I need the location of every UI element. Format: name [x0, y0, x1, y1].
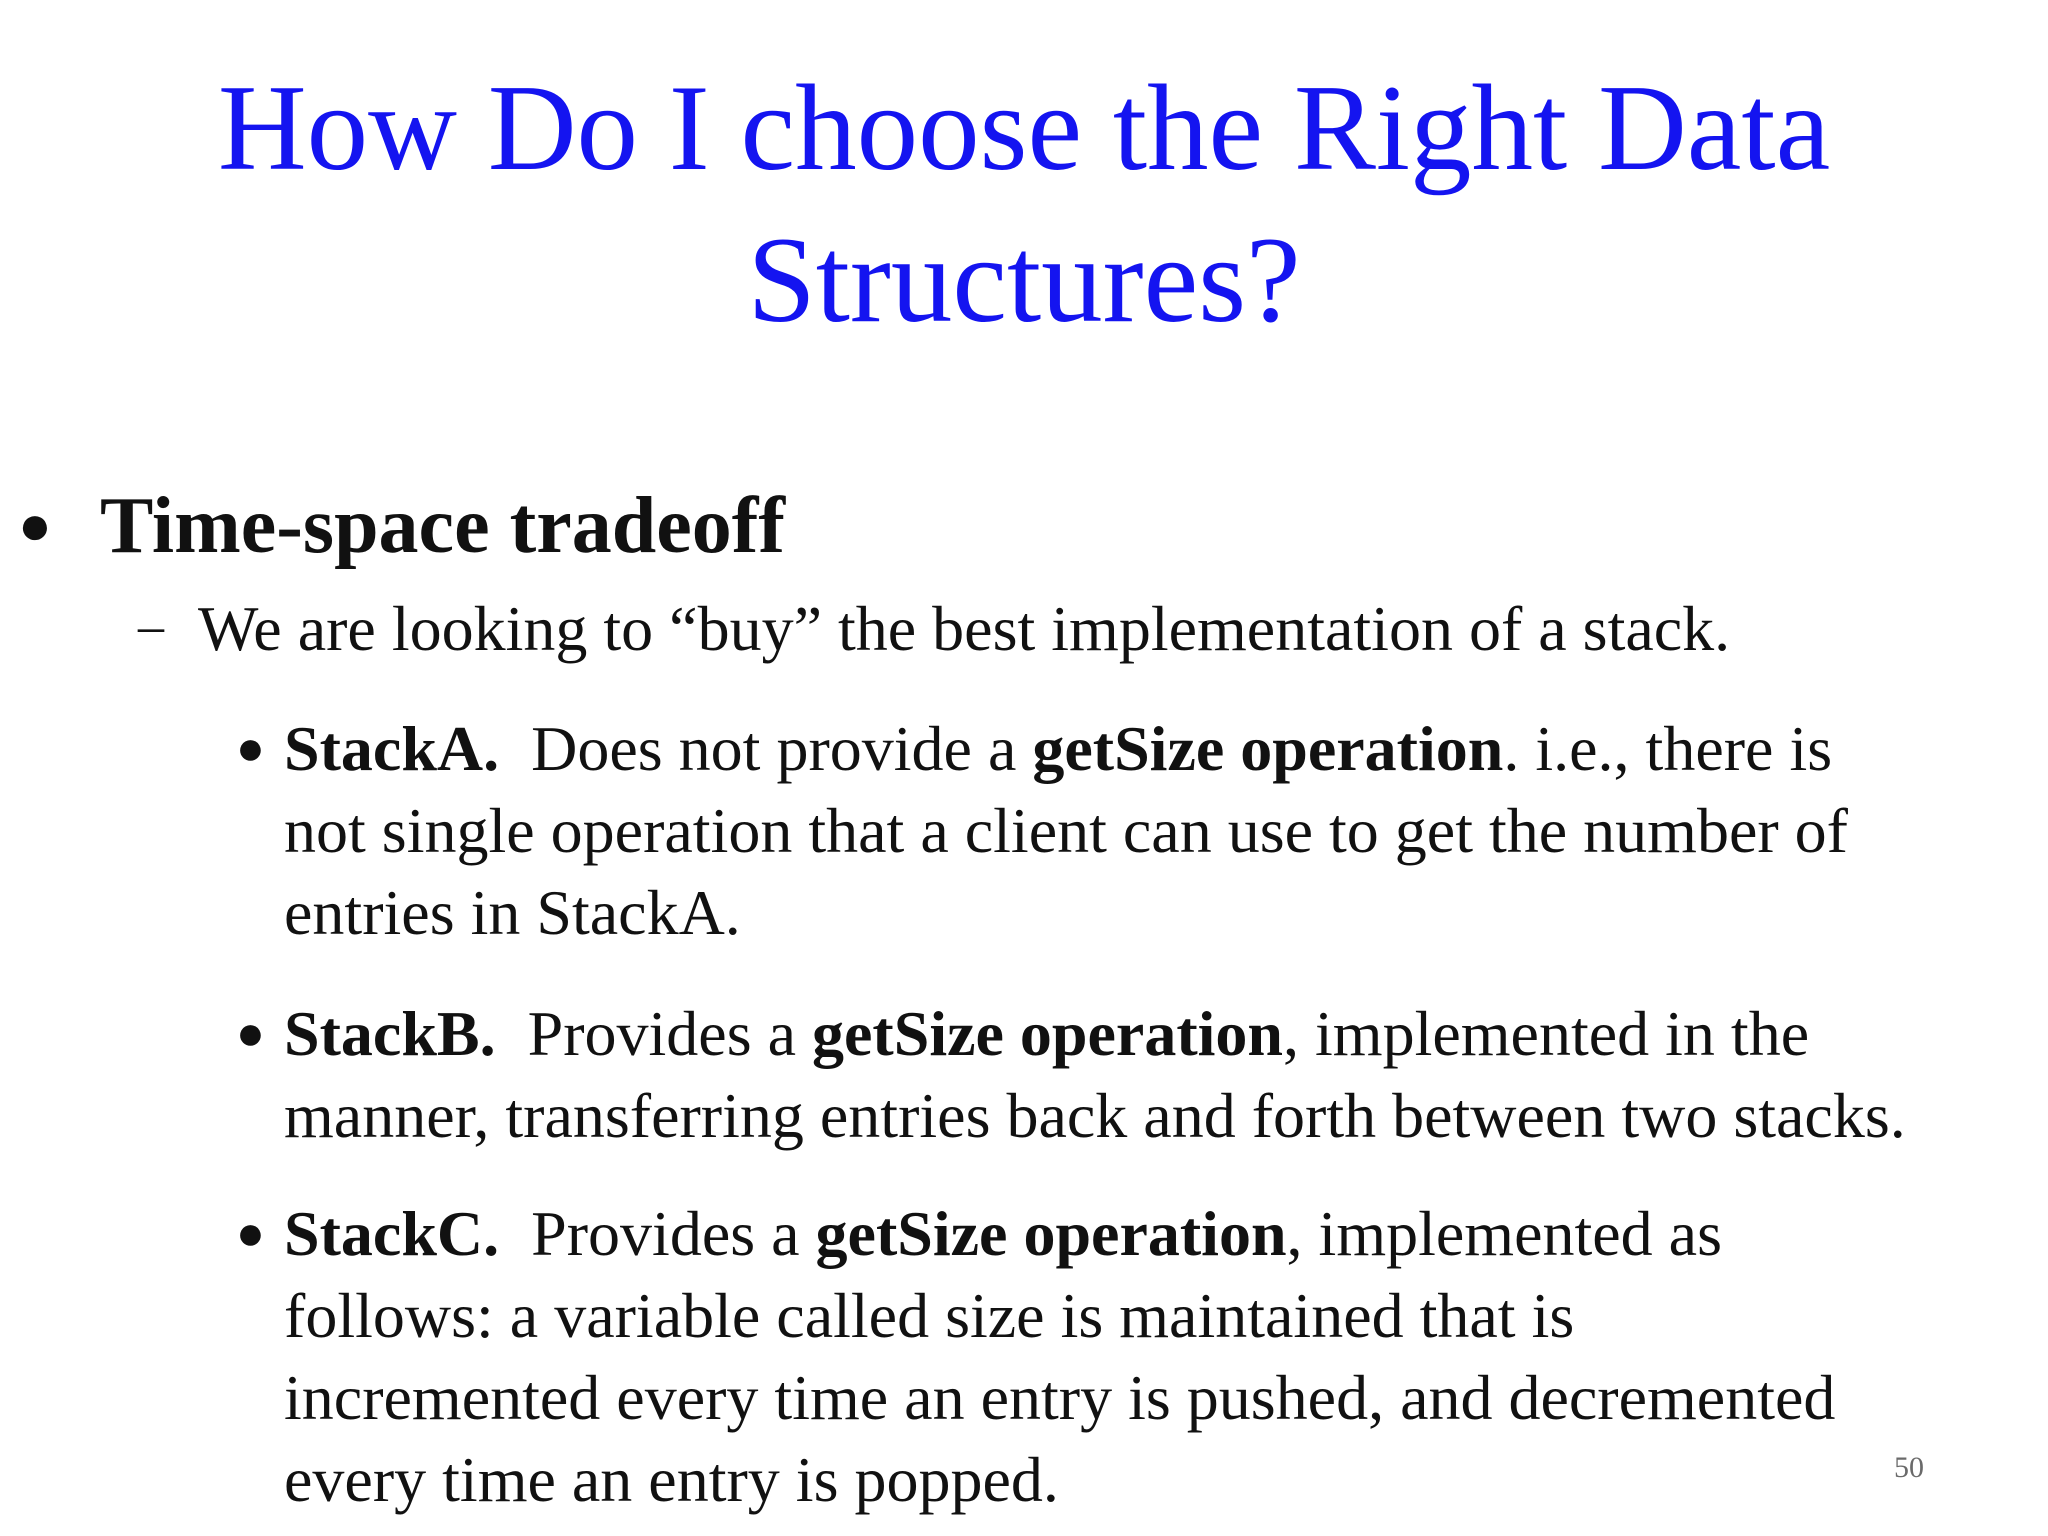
title-line-1: How Do I choose the Right Data	[217, 59, 1831, 196]
stack-c-line-3: incremented every time an entry is pushed, and decremented	[284, 1362, 1836, 1433]
sub-bullet-text: We are looking to “buy” the best implementation of a stack.	[198, 593, 1731, 664]
slide-title	[0, 52, 2048, 356]
bullet-dot-icon: ●	[236, 722, 265, 775]
stack-c-line-1-post: , implemented as	[1286, 1198, 1722, 1269]
stack-a-line-1-post: . i.e., there is	[1503, 713, 1833, 784]
stack-b-line-1-pre: Provides a	[527, 998, 812, 1069]
page-number: 50	[1894, 1451, 1924, 1484]
stack-b-line-1	[284, 993, 2024, 1075]
stack-c-line-1-bold: getSize operation	[815, 1198, 1287, 1269]
stack-b-text	[284, 993, 2024, 1157]
stack-c-line-1-pre: Provides a	[531, 1198, 816, 1269]
stack-b-line-1-post: , implemented in the	[1283, 998, 1810, 1069]
stack-c-line-2: follows: a variable called size is maintained that is	[284, 1280, 1575, 1351]
stack-c-line-4: every time an entry is popped.	[284, 1444, 1059, 1515]
bullet-dot-icon: ●	[18, 495, 52, 557]
stack-c-name: StackC.	[284, 1198, 500, 1269]
main-bullet-text: Time-space tradeoff	[100, 482, 785, 570]
bullet-dot-icon: ●	[236, 1207, 265, 1260]
stack-a-line-1	[284, 708, 2024, 790]
stack-a-name: StackA.	[284, 713, 500, 784]
stack-c-text	[284, 1193, 2024, 1521]
dash-icon: –	[138, 598, 164, 655]
stack-a-line-1-bold: getSize operation	[1032, 713, 1504, 784]
stack-b-line-1-bold: getSize operation	[812, 998, 1283, 1069]
stack-a-line-1-pre: Does not provide a	[531, 713, 1033, 784]
stack-a-text	[284, 708, 2024, 954]
stack-c-line-1	[284, 1193, 2024, 1275]
stack-a-line-3: entries in StackA.	[284, 877, 741, 948]
bullet-dot-icon: ●	[236, 1007, 265, 1060]
stack-b-name: StackB.	[284, 998, 496, 1069]
stack-b-line-2: manner, transferring entries back and forth between two stacks.	[284, 1080, 1906, 1151]
stack-a-line-2: not single operation that a client can use to get the number of	[284, 795, 1848, 866]
title-line-2: Structures?	[747, 211, 1301, 348]
